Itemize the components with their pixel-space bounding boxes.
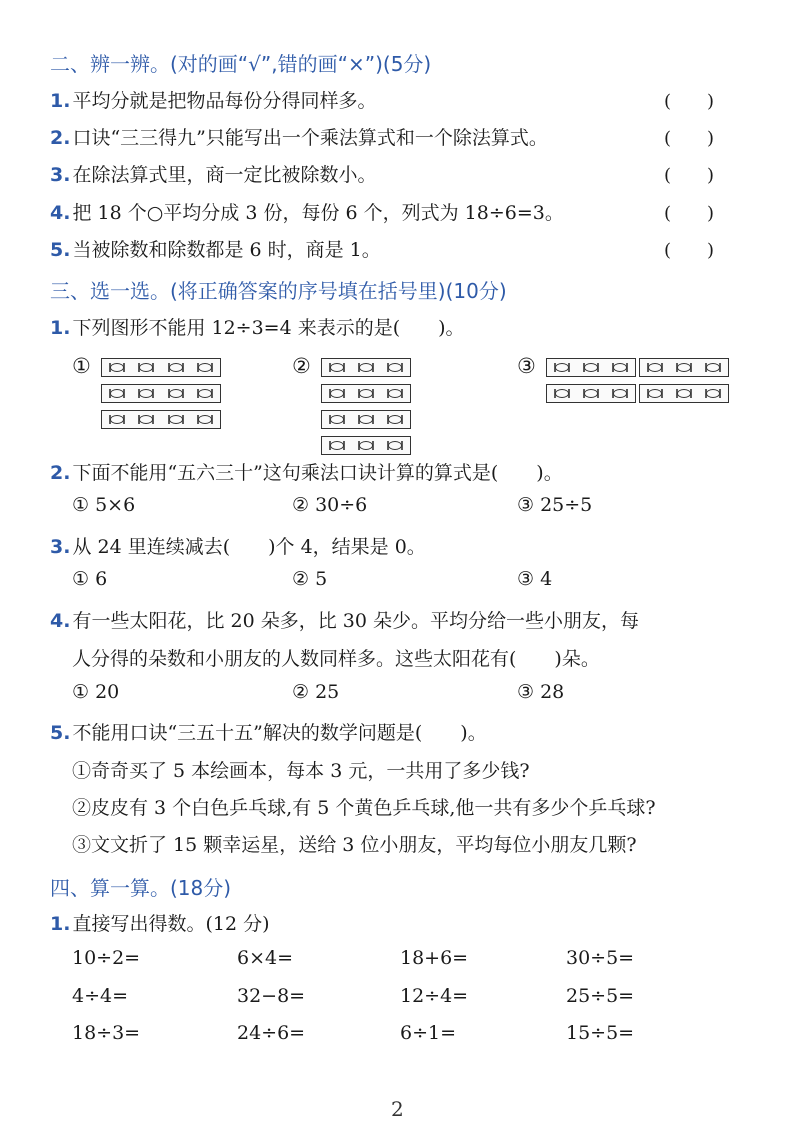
question-number: 4.	[50, 610, 71, 632]
calc-item[interactable]: 18+6=	[400, 947, 469, 969]
answer-parentheses[interactable]: ( )	[664, 203, 715, 224]
candy-icon	[382, 362, 408, 374]
calc-item[interactable]: 32−8=	[237, 985, 306, 1007]
s3-question-4-line-2: 人分得的朵数和小朋友的人数同样多。这些太阳花有( )朵。	[72, 648, 600, 670]
candy-icon	[607, 362, 633, 374]
option-1[interactable]: ① 20	[72, 681, 120, 703]
candy-icon	[382, 388, 408, 400]
candy-icon	[133, 362, 159, 374]
s2-question-1	[50, 86, 376, 113]
s3-question-1	[50, 313, 465, 340]
question-number: 2.	[50, 462, 71, 484]
figure-1-label: ①	[72, 354, 91, 378]
candy-icon	[700, 362, 726, 374]
option-2[interactable]: ② 30÷6	[292, 494, 368, 516]
candy-icon	[163, 388, 189, 400]
figure-2-label: ②	[292, 354, 311, 378]
candy-box	[101, 410, 221, 429]
candy-box	[546, 384, 636, 403]
candy-box	[321, 436, 411, 455]
candy-icon	[133, 414, 159, 426]
candy-box	[639, 384, 729, 403]
option-1[interactable]: ① 5×6	[72, 494, 136, 516]
candy-icon	[549, 388, 575, 400]
option-3[interactable]: ③ 25÷5	[517, 494, 593, 516]
candy-icon	[578, 388, 604, 400]
option-3[interactable]: ③ 28	[517, 681, 565, 703]
question-number: 3.	[50, 164, 71, 186]
candy-box	[321, 384, 411, 403]
figure-3-label: ③	[517, 354, 536, 378]
question-text: 直接写出得数。(12 分)	[72, 913, 270, 935]
calc-item[interactable]: 10÷2=	[72, 947, 141, 969]
calc-item[interactable]: 6÷1=	[400, 1022, 457, 1044]
candy-icon	[353, 440, 379, 452]
option-2[interactable]: ② 25	[292, 681, 340, 703]
candy-icon	[324, 388, 350, 400]
question-number: 5.	[50, 722, 71, 744]
option-1[interactable]: ① 6	[72, 568, 108, 590]
calc-item[interactable]: 30÷5=	[566, 947, 635, 969]
answer-parentheses[interactable]: ( )	[664, 165, 715, 186]
candy-icon	[133, 388, 159, 400]
candy-icon	[607, 388, 633, 400]
candy-icon	[382, 440, 408, 452]
candy-icon	[700, 388, 726, 400]
option-2[interactable]: ② 5	[292, 568, 328, 590]
calc-item[interactable]: 4÷4=	[72, 985, 129, 1007]
option-3[interactable]: ③ 4	[517, 568, 553, 590]
candy-icon	[324, 440, 350, 452]
candy-icon	[104, 414, 130, 426]
candy-icon	[324, 414, 350, 426]
question-text: 不能用口诀“三五十五”解决的数学问题是( )。	[72, 722, 487, 744]
calc-item[interactable]: 6×4=	[237, 947, 294, 969]
candy-icon	[192, 388, 218, 400]
candy-icon	[163, 362, 189, 374]
candy-icon	[642, 362, 668, 374]
s3-question-4	[50, 606, 639, 633]
question-number: 4.	[50, 202, 71, 224]
candy-box	[321, 410, 411, 429]
s2-question-3	[50, 160, 376, 187]
candy-icon	[104, 388, 130, 400]
question-number: 3.	[50, 536, 71, 558]
calc-item[interactable]: 12÷4=	[400, 985, 469, 1007]
calc-item[interactable]: 24÷6=	[237, 1022, 306, 1044]
candy-icon	[353, 362, 379, 374]
s3-question-3	[50, 532, 426, 559]
candy-icon	[192, 362, 218, 374]
question-text: 口诀“三三得九”只能写出一个乘法算式和一个除法算式。	[72, 127, 548, 149]
question-number: 1.	[50, 90, 71, 112]
candy-icon	[671, 362, 697, 374]
question-text: 下面不能用“五六三十”这句乘法口诀计算的算式是( )。	[72, 462, 563, 484]
s4-question-1	[50, 909, 270, 936]
question-text: 平均分就是把物品每份分得同样多。	[72, 90, 377, 112]
section-4-title: 四、算一算。(18分)	[50, 876, 232, 900]
option-1[interactable]: ①奇奇买了 5 本绘画本，每本 3 元，一共用了多少钱?	[72, 760, 530, 782]
candy-icon	[192, 414, 218, 426]
candy-icon	[549, 362, 575, 374]
question-text: 在除法算式里，商一定比被除数小。	[72, 164, 377, 186]
question-text: 有一些太阳花，比 20 朵多，比 30 朵少。平均分给一些小朋友，每	[72, 610, 639, 632]
s2-question-4	[50, 198, 564, 225]
candy-box	[321, 358, 411, 377]
section-3-title: 三、选一选。(将正确答案的序号填在括号里)(10分)	[50, 279, 507, 303]
calc-item[interactable]: 15÷5=	[566, 1022, 635, 1044]
candy-icon	[382, 414, 408, 426]
candy-icon	[642, 388, 668, 400]
candy-icon	[324, 362, 350, 374]
s2-question-5	[50, 235, 381, 262]
question-number: 2.	[50, 127, 71, 149]
candy-box	[639, 358, 729, 377]
candy-icon	[353, 388, 379, 400]
question-number: 1.	[50, 913, 71, 935]
question-text: 从 24 里连续减去( )个 4，结果是 0。	[72, 536, 426, 558]
candy-icon	[163, 414, 189, 426]
answer-parentheses[interactable]: ( )	[664, 240, 715, 261]
question-text: 把 18 个○平均分成 3 份，每份 6 个，列式为 18÷6=3。	[72, 202, 564, 224]
candy-icon	[578, 362, 604, 374]
question-text: 下列图形不能用 12÷3=4 来表示的是( )。	[72, 317, 465, 339]
candy-box	[546, 358, 636, 377]
s2-question-2	[50, 123, 548, 150]
s3-question-5	[50, 718, 487, 745]
candy-icon	[353, 414, 379, 426]
option-3[interactable]: ③文文折了 15 颗幸运星，送给 3 位小朋友，平均每位小朋友几颗?	[72, 834, 637, 856]
calc-item[interactable]: 18÷3=	[72, 1022, 141, 1044]
candy-box	[101, 358, 221, 377]
candy-box	[101, 384, 221, 403]
candy-icon	[104, 362, 130, 374]
calc-item[interactable]: 25÷5=	[566, 985, 635, 1007]
section-2-title: 二、辨一辨。(对的画“√”,错的画“×”)(5分)	[50, 52, 432, 76]
question-number: 5.	[50, 239, 71, 261]
answer-parentheses[interactable]: ( )	[664, 91, 715, 112]
option-2[interactable]: ②皮皮有 3 个白色乒乓球,有 5 个黄色乒乓球,他一共有多少个乒乓球?	[72, 797, 656, 819]
page-number: 2	[391, 1097, 404, 1121]
s3-question-2	[50, 458, 563, 485]
question-number: 1.	[50, 317, 71, 339]
answer-parentheses[interactable]: ( )	[664, 128, 715, 149]
candy-icon	[671, 388, 697, 400]
question-text: 当被除数和除数都是 6 时，商是 1。	[72, 239, 381, 261]
